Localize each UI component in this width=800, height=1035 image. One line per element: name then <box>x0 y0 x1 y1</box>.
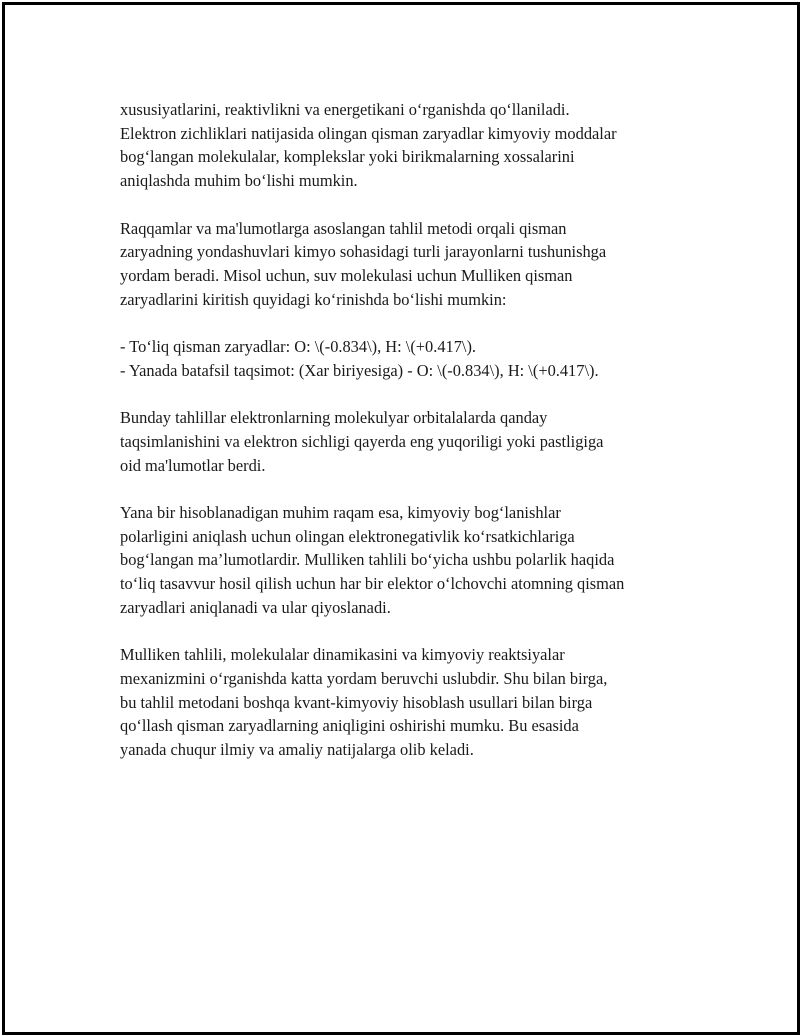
text-line: yanada chuqur ilmiy va amaliy natijalarga olib keladi. <box>120 739 474 759</box>
text-line: oid ma'lumotlar berdi. <box>120 455 266 475</box>
list-item: - Yanada batafsil taqsimot: (Xar biriyesiga) - O: \(-0.834\), H: \(+0.417\). <box>120 360 599 380</box>
text-line: Bunday tahlillar elektronlarning molekulyar orbitalalarda qanday <box>120 408 548 428</box>
text-line: qo‘llash qisman zaryadlarning aniqligini oshirishi mumku. Bu esasida <box>120 716 579 736</box>
text-line: zaryadlarini kiritish quyidagi ko‘rinishda bo‘lishi mumkin: <box>120 289 507 309</box>
paragraph-6 <box>120 643 700 762</box>
text-line: taqsimlanishini va elektron sichligi qayerda eng yuqoriligi yoki pastligiga <box>120 431 604 451</box>
document-body <box>120 98 700 785</box>
text-line: Mulliken tahlili, molekulalar dinamikasini va kimyoviy reaktsiyalar <box>120 645 565 665</box>
page-frame <box>2 2 800 1035</box>
text-line: Raqqamlar va ma'lumotlarga asoslangan tahlil metodi orqali qisman <box>120 218 567 238</box>
text-line: to‘liq tasavvur hosil qilish uchun har bir elektor o‘lchovchi atomning qisman <box>120 574 625 593</box>
text-line: zaryadlari aniqlanadi va ular qiyoslanadi. <box>120 597 391 617</box>
paragraph-5 <box>120 501 700 620</box>
list-item: - To‘liq qisman zaryadlar: O: \(-0.834\), H: \(+0.417\). <box>120 337 477 356</box>
text-line: aniqlashda muhim bo‘lishi mumkin. <box>120 171 358 191</box>
text-line: mexanizmini o‘rganishda katta yordam beruvchi uslubdir. Shu bilan birga, <box>120 668 608 688</box>
paragraph-1 <box>120 98 700 193</box>
text-line: polarligini aniqlash uchun olingan elektronegativlik ko‘rsatkichlariga <box>120 526 575 546</box>
text-line: bu tahlil metodani boshqa kvant-kimyoviy hisoblash usullari bilan birga <box>120 692 593 712</box>
text-line: xususiyatlarini, reaktivlikni va energetikani o‘rganishda qo‘llaniladi. <box>120 100 570 119</box>
text-line: bog‘langan ma’lumotlardir. Mulliken tahlili bo‘yicha ushbu polarlik haqida <box>120 550 615 570</box>
text-line: bog‘langan molekulalar, komplekslar yoki birikmalarning xossalarini <box>120 147 575 167</box>
paragraph-2 <box>120 217 700 312</box>
charge-list <box>120 335 700 382</box>
text-line: zaryadning yondashuvlari kimyo sohasidagi turli jarayonlarni tushunishga <box>120 242 607 262</box>
text-line: Elektron zichliklari natijasida olingan qisman zaryadlar kimyoviy moddalar <box>120 123 617 143</box>
paragraph-4 <box>120 406 700 477</box>
text-line: Yana bir hisoblanadigan muhim raqam esa, kimyoviy bog‘lanishlar <box>120 502 561 522</box>
text-line: yordam beradi. Misol uchun, suv molekulasi uchun Mulliken qisman <box>120 265 573 285</box>
